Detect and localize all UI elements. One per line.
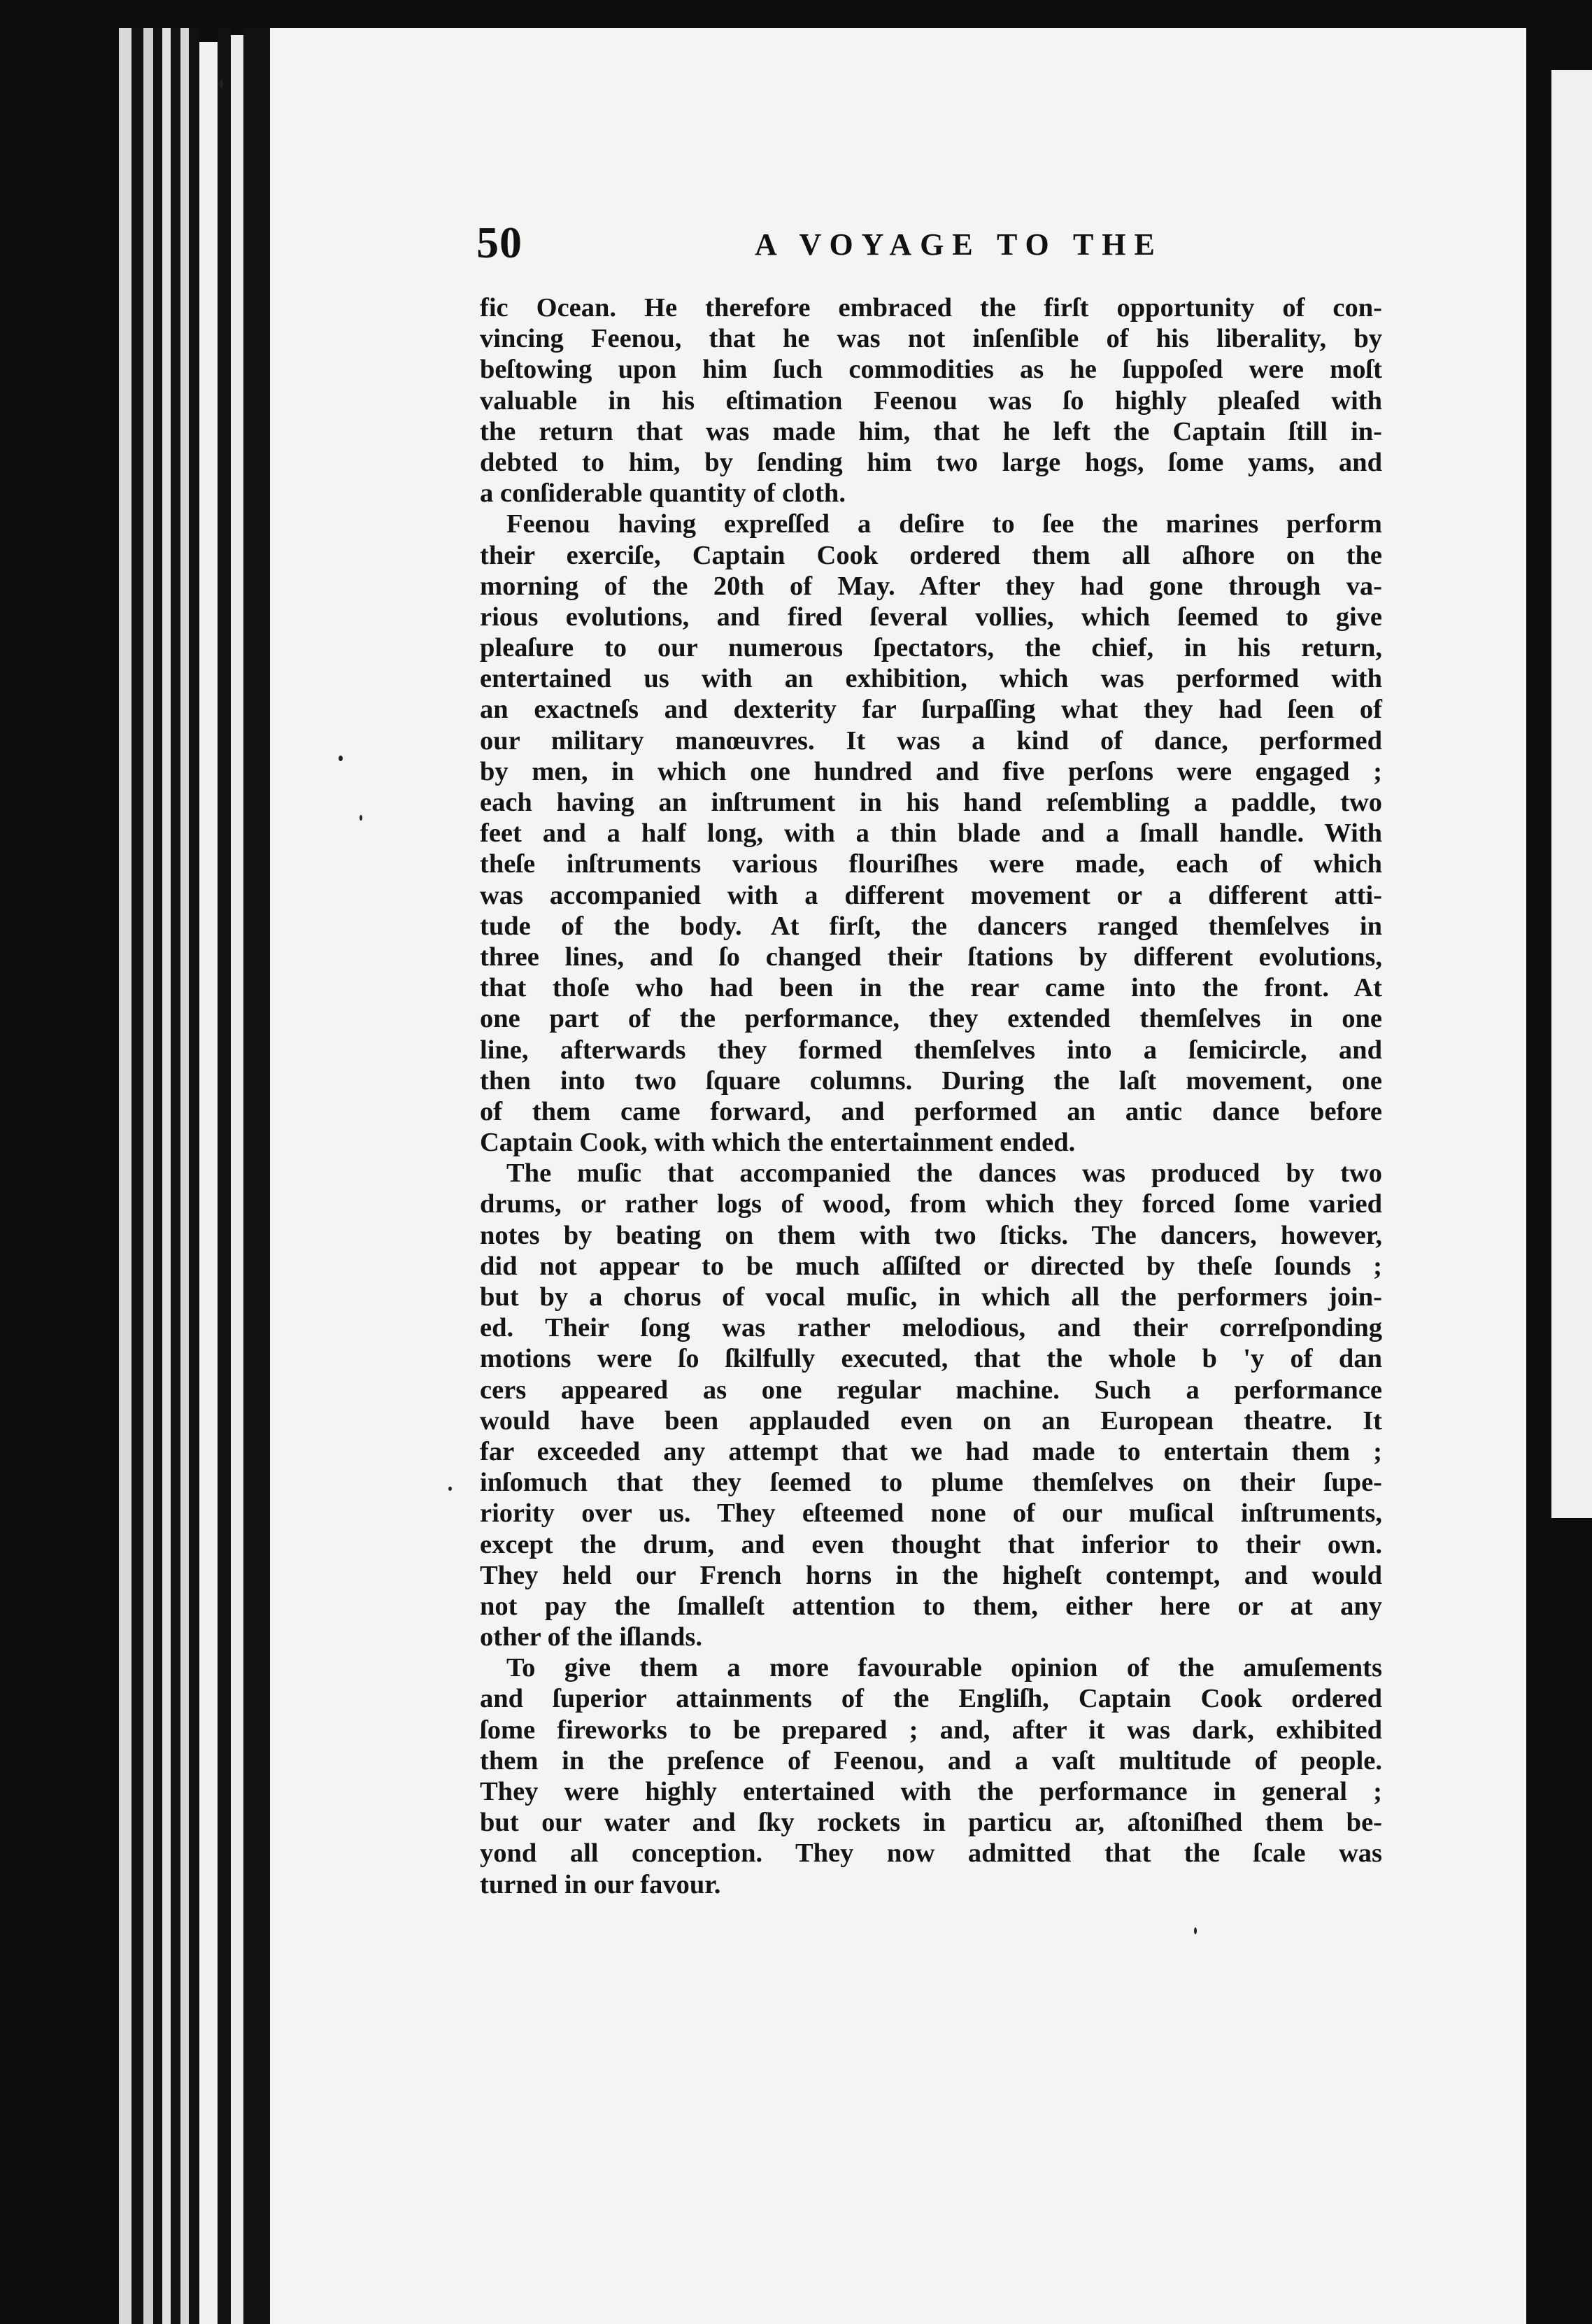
page-number: 50 [476, 218, 523, 267]
text-line: and ſuperior attainments of the Engliſh, Captain Cook ordered [480, 1684, 1382, 1714]
text-line: beſtowing upon him ſuch commodities as he ſuppoſed were moſt [480, 355, 1382, 385]
page-sheet [270, 28, 1526, 2324]
binding-shadow [243, 28, 270, 2324]
text-line: Captain Cook, with which the entertainment ended. [480, 1128, 1076, 1158]
paragraph [480, 1158, 1382, 1652]
text-line: except the drum, and even thought that inferior to their own. [480, 1529, 1382, 1559]
text-line: the return that was made him, that he left the Captain ſtill in- [480, 416, 1382, 446]
text-line: not pay the ſmalleſt attention to them, either here or at any [480, 1591, 1382, 1621]
text-line: inſomuch that they ſeemed to plume themſelves on their ſupe- [480, 1468, 1382, 1498]
text-line: morning of the 20th of May. After they had gone through va- [480, 571, 1382, 601]
running-title: A VOYAGE TO THE [755, 227, 1163, 262]
text-line: but by a chorus of vocal muſic, in which all the performers join- [480, 1282, 1382, 1312]
text-line: ed. Their ſong was rather melodious, and their correſponding [480, 1313, 1382, 1343]
text-line: them in the preſence of Feenou, and a vaſt multitude of people. [480, 1745, 1382, 1776]
text-line: line, afterwards they formed themſelves into a ſemicircle, and [480, 1035, 1382, 1065]
scan-speck [1194, 1927, 1197, 1934]
text-line: notes by beating on them with two ſticks. The dancers, however, [480, 1220, 1382, 1250]
facing-page-edge [1551, 70, 1592, 1518]
page-edge [199, 42, 218, 2324]
binding-shadow [218, 28, 231, 2324]
scan-speck [448, 1487, 452, 1491]
text-line: one part of the performance, they extended themſelves in one [480, 1004, 1382, 1034]
scan-speck [339, 756, 343, 761]
text-line: by men, in which one hundred and five perſons were engaged ; [480, 756, 1382, 786]
text-line: vincing Feenou, that he was not inſenſible of his liberality, by [480, 324, 1382, 354]
text-line: an exactneſs and dexterity far ſurpaſſing what they had ſeen of [480, 695, 1382, 725]
text-line: each having an inſtrument in his hand reſembling a paddle, two [480, 788, 1382, 817]
binding-shadow [189, 28, 199, 2324]
paragraph [480, 1652, 1382, 1900]
text-line: cers appeared as one regular machine. Such a performance [480, 1375, 1382, 1405]
binding-shadow [171, 28, 180, 2324]
page-edge [180, 28, 189, 2324]
text-line: The muſic that accompanied the dances was produced by two [506, 1159, 1382, 1189]
page-edge [119, 28, 132, 2324]
page-edge [143, 28, 153, 2324]
text-line: would have been applauded even on an European theatre. It [480, 1405, 1382, 1436]
text-line: that thoſe who had been in the rear came into the front. At [480, 973, 1382, 1003]
text-line: but our water and ſky rockets in particu ar, aſtoniſhed them be- [480, 1808, 1382, 1838]
text-line: riority over us. They eſteemed none of our muſical inſtruments, [480, 1498, 1382, 1529]
paragraph [480, 509, 1382, 1158]
text-line: theſe inſtruments various flouriſhes were made, each of which [480, 849, 1382, 879]
text-line: three lines, and ſo changed their ſtations by different evolutions, [480, 942, 1382, 972]
scan-speck [360, 815, 362, 821]
text-line: drums, or rather logs of wood, from which they forced ſome varied [480, 1189, 1382, 1219]
text-line: ſome fireworks to be prepared ; and, after it was dark, exhibited [480, 1715, 1382, 1745]
text-line: feet and a half long, with a thin blade and a ſmall handle. With [480, 819, 1382, 849]
text-line: of them came forward, and performed an antic dance before [480, 1096, 1382, 1126]
text-line: tude of the body. At firſt, the dancers ranged themſelves in [480, 911, 1382, 941]
text-line: motions were ſo ſkilfully executed, that the whole b 'y of dan [480, 1344, 1382, 1374]
text-line: turned in our favour. [480, 1869, 721, 1899]
text-line: other of the iſlands. [480, 1622, 703, 1652]
text-line: yond all conception. They now admitted that the ſcale was [480, 1838, 1382, 1869]
text-line: entertained us with an exhibition, which was performed with [480, 664, 1382, 694]
scan-speck [220, 80, 223, 88]
text-line: valuable in his eſtimation Feenou was ſo highly pleaſed with [480, 385, 1382, 416]
binding-shadow [153, 28, 162, 2324]
text-line: was accompanied with a different movement or a different atti- [480, 880, 1382, 910]
page-edge [231, 35, 243, 2324]
body-text [480, 292, 1382, 1900]
text-line: a conſiderable quantity of cloth. [480, 479, 846, 509]
text-line: To give them a more favourable opinion of the amuſements [506, 1653, 1382, 1683]
text-line: Feenou having expreſſed a deſire to ſee the marines perform [506, 509, 1382, 539]
text-line: pleaſure to our numerous ſpectators, the chief, in his return, [480, 633, 1382, 663]
text-line: fic Ocean. He therefore embraced the firſt opportunity of con- [480, 293, 1382, 323]
text-line: did not appear to be much aſſiſted or directed by theſe ſounds ; [480, 1251, 1382, 1281]
page-edge [162, 28, 171, 2324]
text-line: rious evolutions, and fired ſeveral vollies, which ſeemed to give [480, 602, 1382, 632]
text-line: our military manœuvres. It was a kind of dance, performed [480, 725, 1382, 756]
text-line: then into two ſquare columns. During the laſt movement, one [480, 1065, 1382, 1096]
paragraph [480, 292, 1382, 509]
text-line: They were highly entertained with the performance in general ; [480, 1777, 1382, 1806]
text-line: They held our French horns in the higheſt contempt, and would [480, 1560, 1382, 1590]
text-line: debted to him, by ſending him two large hogs, ſome yams, and [480, 447, 1382, 477]
text-line: far exceeded any attempt that we had made to entertain them ; [480, 1436, 1382, 1466]
binding-shadow [132, 28, 143, 2324]
text-line: their exerciſe, Captain Cook ordered them all aſhore on the [480, 540, 1382, 570]
